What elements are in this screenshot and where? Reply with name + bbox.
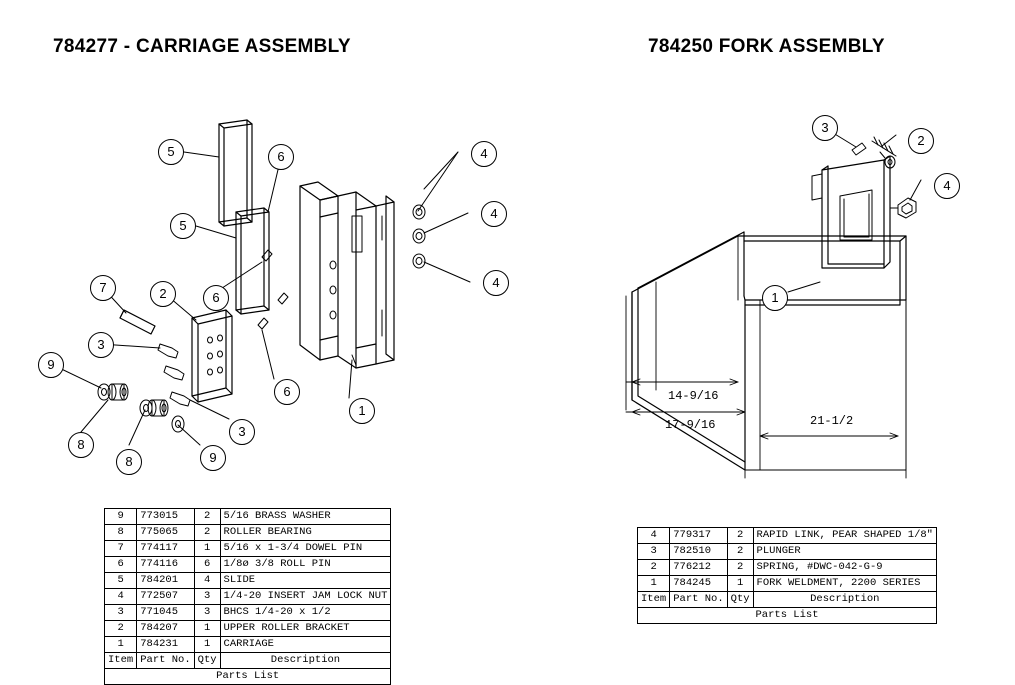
- cell-part: 782510: [670, 544, 727, 560]
- cell-item: 9: [105, 509, 137, 525]
- table-row: [105, 605, 391, 621]
- cell-desc: 1/8ø 3/8 ROLL PIN: [220, 557, 391, 573]
- header-cell: Part No.: [670, 592, 727, 608]
- carriage-balloon-7: 7: [90, 275, 116, 301]
- rapid-link: [890, 198, 916, 218]
- cell-qty: 2: [727, 560, 753, 576]
- cell-desc: SLIDE: [220, 573, 391, 589]
- cell-qty: 2: [727, 528, 753, 544]
- cell-item: 2: [638, 560, 670, 576]
- header-cell: Part No.: [137, 653, 194, 669]
- header-cell: Item: [638, 592, 670, 608]
- table-row: [105, 525, 391, 541]
- table-row: [105, 509, 391, 525]
- table-row: [638, 528, 937, 544]
- cell-qty: 2: [194, 525, 220, 541]
- carriage-balloon-4: 4: [481, 201, 507, 227]
- carriage-balloon-2: 2: [150, 281, 176, 307]
- carriage-balloon-1: 1: [349, 398, 375, 424]
- cell-item: 1: [105, 637, 137, 653]
- cell-item: 3: [638, 544, 670, 560]
- carriage-balloon-6: 6: [268, 144, 294, 170]
- cell-item: 2: [105, 621, 137, 637]
- table-row: [105, 557, 391, 573]
- carriage-balloon-6: 6: [203, 285, 229, 311]
- cell-desc: BHCS 1/4-20 x 1/2: [220, 605, 391, 621]
- cell-part: 774117: [137, 541, 194, 557]
- parts-list-title: Parts List: [105, 669, 391, 685]
- carriage-assembly-title: 784277 - CARRIAGE ASSEMBLY: [53, 36, 351, 57]
- carriage-balloon-8: 8: [116, 449, 142, 475]
- cell-desc: PLUNGER: [753, 544, 936, 560]
- cell-desc: FORK WELDMENT, 2200 SERIES: [753, 576, 936, 592]
- fork-assembly-title: 784250 FORK ASSEMBLY: [648, 36, 885, 57]
- cell-item: 1: [638, 576, 670, 592]
- cell-part: 779317: [670, 528, 727, 544]
- cell-item: 5: [105, 573, 137, 589]
- table-row: [638, 576, 937, 592]
- dowel-pin: [120, 310, 155, 334]
- header-cell: Description: [220, 653, 391, 669]
- table-header-row: [105, 653, 391, 669]
- cell-part: 772507: [137, 589, 194, 605]
- carriage-balloon-9: 9: [38, 352, 64, 378]
- cell-item: 8: [105, 525, 137, 541]
- table-row: [105, 573, 391, 589]
- cell-part: 784231: [137, 637, 194, 653]
- table-row: [638, 560, 937, 576]
- table-row: [105, 541, 391, 557]
- roll-pins: [258, 250, 288, 329]
- cell-qty: 3: [194, 605, 220, 621]
- cell-qty: 1: [194, 541, 220, 557]
- fork-upright-plate: [812, 156, 890, 268]
- fork-balloon-4: 4: [934, 173, 960, 199]
- dimension-label: 14-9/16: [668, 389, 719, 403]
- cell-desc: UPPER ROLLER BRACKET: [220, 621, 391, 637]
- table-row: [105, 589, 391, 605]
- cell-qty: 4: [194, 573, 220, 589]
- header-cell: Item: [105, 653, 137, 669]
- header-cell: Description: [753, 592, 936, 608]
- carriage-balloon-3: 3: [88, 332, 114, 358]
- carriage-balloon-8: 8: [68, 432, 94, 458]
- cell-qty: 1: [727, 576, 753, 592]
- carriage-balloon-5: 5: [170, 213, 196, 239]
- cell-part: 773015: [137, 509, 194, 525]
- cell-item: 6: [105, 557, 137, 573]
- cell-qty: 1: [194, 621, 220, 637]
- fork-balloon-2: 2: [908, 128, 934, 154]
- parts-list-title-row: [638, 608, 937, 624]
- jam-lock-nuts: [413, 205, 425, 268]
- cell-desc: CARRIAGE: [220, 637, 391, 653]
- cell-part: 771045: [137, 605, 194, 621]
- cell-qty: 2: [727, 544, 753, 560]
- carriage-leader-lines: [51, 152, 470, 445]
- parts-list-title: Parts List: [638, 608, 937, 624]
- cell-part: 784245: [670, 576, 727, 592]
- dimension-label: 21-1/2: [810, 414, 854, 428]
- cell-qty: 1: [194, 637, 220, 653]
- cell-qty: 2: [194, 509, 220, 525]
- fork-balloon-1: 1: [762, 285, 788, 311]
- carriage-body: [300, 182, 394, 368]
- carriage-parts-list: [104, 508, 391, 685]
- table-row: [638, 544, 937, 560]
- table-header-row: [638, 592, 937, 608]
- cell-desc: ROLLER BEARING: [220, 525, 391, 541]
- cell-desc: RAPID LINK, PEAR SHAPED 1/8": [753, 528, 936, 544]
- roller-bearings-and-washers: [98, 384, 184, 432]
- cell-item: 7: [105, 541, 137, 557]
- carriage-balloon-4: 4: [483, 270, 509, 296]
- carriage-balloon-5: 5: [158, 139, 184, 165]
- cell-qty: 6: [194, 557, 220, 573]
- cell-part: 776212: [670, 560, 727, 576]
- table-row: [105, 621, 391, 637]
- cell-desc: 5/16 BRASS WASHER: [220, 509, 391, 525]
- cell-part: 775065: [137, 525, 194, 541]
- cell-desc: 5/16 x 1-3/4 DOWEL PIN: [220, 541, 391, 557]
- cell-part: 774116: [137, 557, 194, 573]
- upper-roller-bracket: [192, 310, 232, 402]
- fork-balloon-3: 3: [812, 115, 838, 141]
- cell-part: 784207: [137, 621, 194, 637]
- dimension-lines: [626, 296, 906, 478]
- carriage-balloon-3: 3: [229, 419, 255, 445]
- header-cell: Qty: [194, 653, 220, 669]
- cell-part: 784201: [137, 573, 194, 589]
- cell-desc: SPRING, #DWC-042-G-9: [753, 560, 936, 576]
- dimension-label: 17-9/16: [665, 418, 716, 432]
- cell-item: 4: [105, 589, 137, 605]
- cell-qty: 3: [194, 589, 220, 605]
- bhcs-screws: [158, 344, 190, 406]
- table-row: [105, 637, 391, 653]
- carriage-balloon-9: 9: [200, 445, 226, 471]
- cell-desc: 1/4-20 INSERT JAM LOCK NUT: [220, 589, 391, 605]
- carriage-balloon-6: 6: [274, 379, 300, 405]
- fork-parts-list: [637, 527, 937, 624]
- cell-item: 3: [105, 605, 137, 621]
- slide-plate-lower: [236, 208, 269, 314]
- parts-list-title-row: [105, 669, 391, 685]
- carriage-balloon-4: 4: [471, 141, 497, 167]
- header-cell: Qty: [727, 592, 753, 608]
- cell-item: 4: [638, 528, 670, 544]
